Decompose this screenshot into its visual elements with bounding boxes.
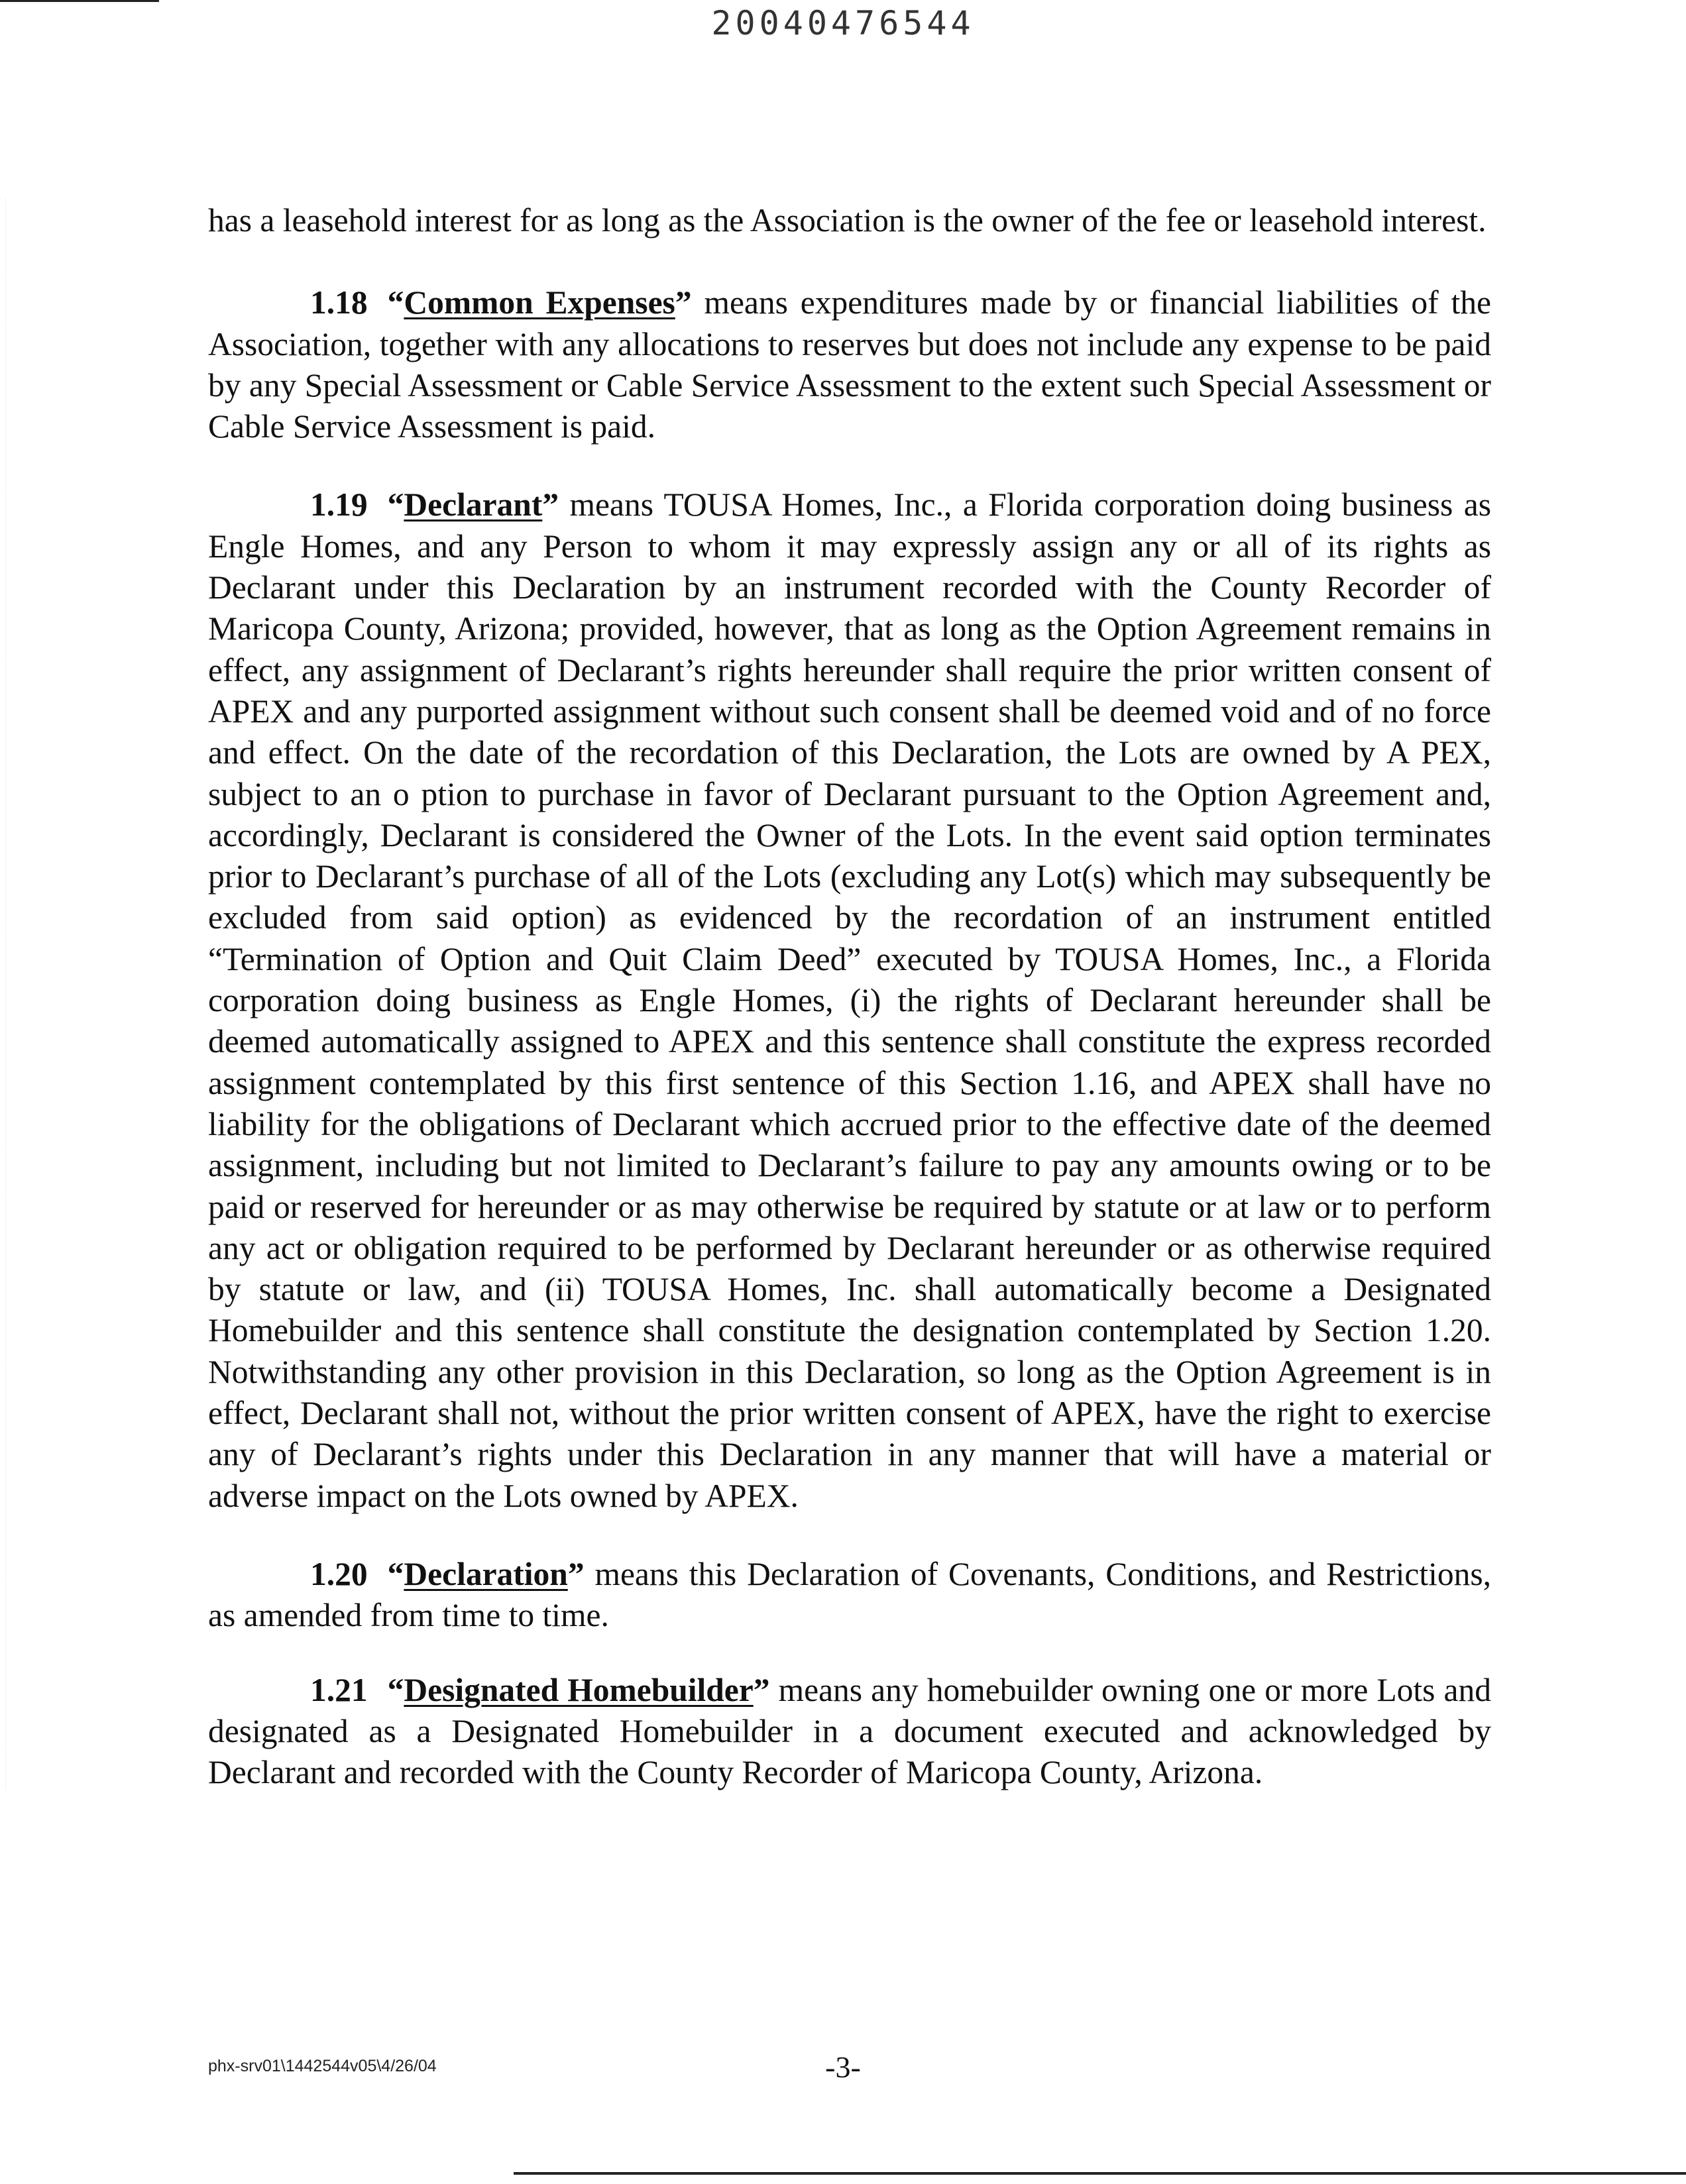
document-body bbox=[208, 200, 1491, 1793]
defined-term: “Declarant” bbox=[387, 486, 559, 523]
section-number: 1.21 bbox=[310, 1671, 368, 1708]
defined-term: “Designated Homebuilder” bbox=[387, 1671, 770, 1708]
section-1-19 bbox=[208, 484, 1491, 1516]
section-text: means expenditures made by or financial liabilities of the Association, together with any allocations to reserves but does not include any expense to be paid by any Special Assessment or Cable Service Assessment to the extent such Special Assessment or Cable Service Assessment is paid. bbox=[208, 284, 1491, 445]
continuation-paragraph: has a leasehold interest for as long as the Association is the owner of the fee or leasehold interest. bbox=[208, 202, 1487, 239]
section-text: means TOUSA Homes, Inc., a Florida corporation doing business as Engle Homes, and any Person to whom it may expressly assign any or all of its rights as Declarant under this Declaration by an instrument recorded with the County Recorder of Maricopa County, Arizona; provided, however, that as long as the Option Agreement remains in effect, any assignment of Declarant’s rights hereunder shall require the prior written consent of APEX and any purported assignment without such consent shall be deemed void and of no force and effect. On the date of the recordation of this Declaration, the Lots are owned by A PEX, subject to an o ption to purchase in favor of Declarant pursuant to the Option Agreement and, accordingly, Declarant is considered the Owner of the Lots. In the event said option terminates prior to Declarant’s purchase of all of the Lots (excluding any Lot(s) which may subsequently be excluded from said option) as evidenced by the recordation of an instrument entitled “Termination of Option and Quit Claim Deed” executed by TOUSA Homes, Inc., a Florida corporation doing business as Engle Homes, (i) the rights of Declarant hereunder shall be deemed automatically assigned to APEX and this sentence shall constitute the express recorded assignment contemplated by this first sentence of this Section 1.16, and APEX shall have no liability for the obligations of Declarant which accrued prior to the effective date of the deemed assignment, including but not limited to Declarant’s failure to pay any amounts owing or to be paid or reserved for hereunder or as may otherwise be required by statute or at law or to perform any act or obligation required to be performed by Declarant hereunder or as otherwise required by statute or law, and (ii) TOUSA Homes, Inc. shall automatically become a Designated Homebuilder and this sentence shall constitute the designation contemplated by Section 1.20. Notwithstanding any other provision in this Declaration, so long as the Option Agreement is in effect, Declarant shall not, without the prior written consent of APEX, have the right to exercise any of Declarant’s rights under this Declaration in any manner that will have a material or adverse impact on the Lots owned by APEX. bbox=[208, 486, 1491, 1514]
section-number: 1.18 bbox=[310, 284, 368, 321]
top-rule bbox=[0, 0, 159, 2]
document-id: phx-srv01\1442544v05\4/26/04 bbox=[208, 2057, 437, 2075]
section-text: means this Declaration of Covenants, Conditions, and Restrictions, as amended from time to time. bbox=[208, 1555, 1491, 1634]
scan-margin-artifact bbox=[5, 199, 10, 1789]
page-number: -3- bbox=[825, 2050, 861, 2084]
bottom-rule bbox=[514, 2172, 1686, 2175]
section-1-20 bbox=[208, 1554, 1491, 1637]
section-1-18 bbox=[208, 282, 1491, 447]
section-number: 1.19 bbox=[310, 486, 368, 523]
section-number: 1.20 bbox=[310, 1555, 368, 1592]
defined-term: “Common Expenses” bbox=[387, 284, 692, 321]
section-1-21 bbox=[208, 1670, 1491, 1794]
section-text: means any homebuilder owning one or more Lots and designated as a Designated Homebuilder in a document executed and acknowledged by Declarant and recorded with the County Recorder of Maricopa County, Arizona. bbox=[208, 1671, 1491, 1791]
defined-term: “Declaration” bbox=[387, 1555, 585, 1592]
recording-number: 20040476544 bbox=[711, 4, 975, 42]
